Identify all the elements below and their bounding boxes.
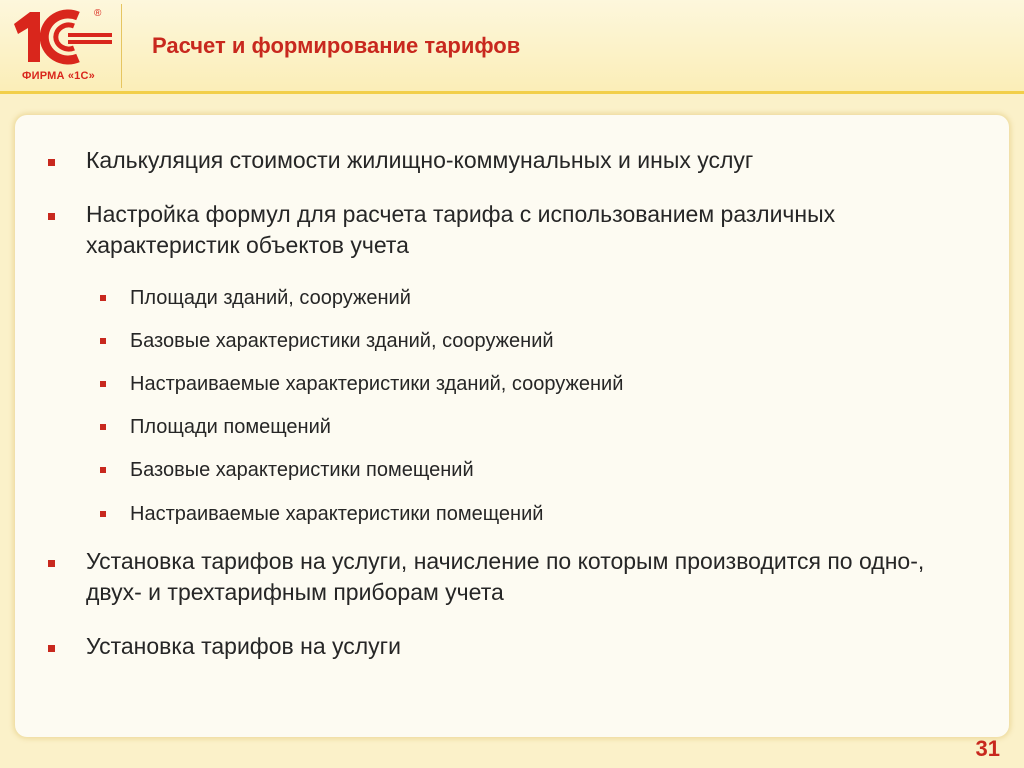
registered-mark: ®: [94, 8, 102, 19]
header-bar: [0, 0, 1024, 94]
sub-bullet-icon: [100, 511, 106, 517]
sub-list-item: Базовые характеристики помещений: [130, 459, 474, 481]
sub-bullet-icon: [100, 295, 106, 301]
list-item: Установка тарифов на услуги: [86, 633, 401, 659]
sub-bullet-icon: [100, 381, 106, 387]
logo-divider: [121, 4, 122, 88]
sub-list-item: Настраиваемые характеристики зданий, сооружений: [130, 373, 624, 395]
sub-list-item: Площади зданий, сооружений: [130, 287, 411, 309]
bullet-icon: [48, 560, 55, 567]
sub-list-item: Площади помещений: [130, 416, 331, 438]
bullet-icon: [48, 645, 55, 652]
bullet-icon: [48, 213, 55, 220]
sub-list-item: Настраиваемые характеристики помещений: [130, 503, 544, 525]
sub-bullet-icon: [100, 467, 106, 473]
logo: [8, 6, 116, 86]
page-number: 31: [975, 736, 1000, 761]
bullet-icon: [48, 159, 55, 166]
list-item: Настройка формул для расчета тарифа с использованием различных характеристик объектов учета: [86, 201, 836, 259]
list-item: Калькуляция стоимости жилищно-коммунальных и иных услуг: [86, 147, 754, 173]
list-item: Установка тарифов на услуги, начисление по которым производится по одно-, двух- и трехтарифным приборам учета: [86, 548, 925, 606]
sub-list-item: Базовые характеристики зданий, сооружений: [130, 330, 554, 352]
slide-title: Расчет и формирование тарифов: [152, 33, 521, 58]
sub-bullet-icon: [100, 424, 106, 430]
logo-firm-text: ФИРМА «1С»: [22, 70, 95, 82]
sub-bullet-icon: [100, 338, 106, 344]
